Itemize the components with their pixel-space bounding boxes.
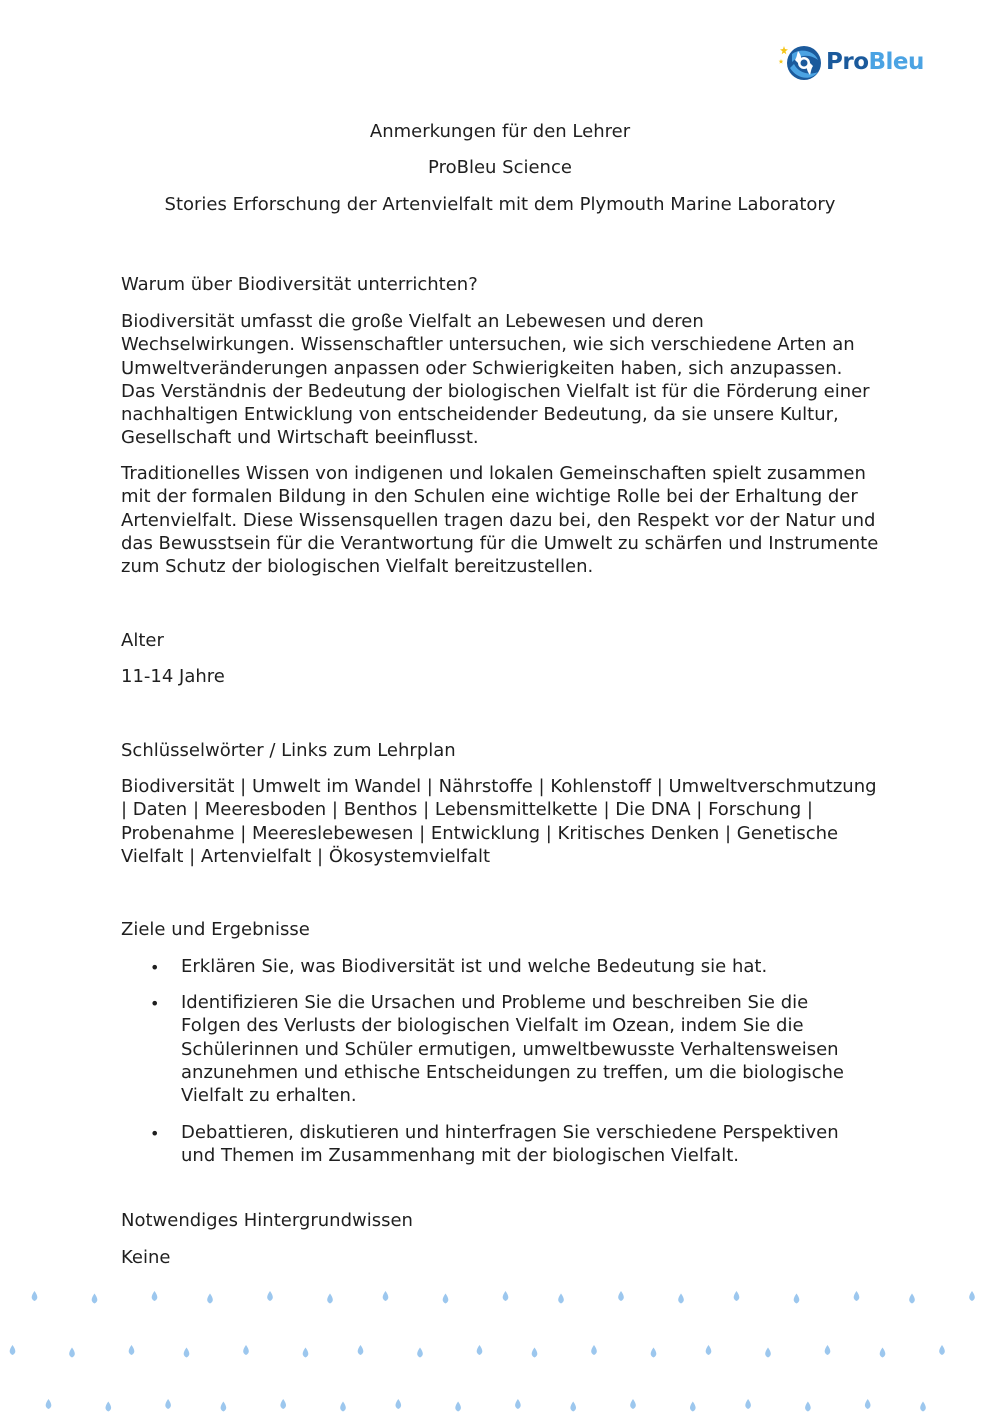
keywords-text: Biodiversität | Umwelt im Wandel | Nährstoffe | Kohlenstoff | Umweltverschmutzung | Daten | Meeresboden | Benthos | Lebensmittelkette | Die DNA | Forschung | Probenahme | Meereslebewesen | Entwicklung | Kritisches Denken | Genetische Vielfalt | Artenvielfalt | Ökosystemvielfalt [121, 776, 877, 867]
water-drop-icon [734, 1291, 740, 1301]
water-drop-icon [865, 1399, 871, 1409]
age-heading: Alter [121, 630, 164, 651]
water-drop-icon [243, 1345, 249, 1355]
water-drop-icon [880, 1348, 886, 1358]
water-drop-icon [358, 1345, 364, 1355]
water-drop-icon [765, 1348, 771, 1358]
water-drop-icon [303, 1348, 309, 1358]
water-drop-icon [184, 1348, 190, 1358]
water-drop-icon [706, 1345, 712, 1355]
water-drop-icon [280, 1399, 286, 1409]
goal-bullet: • [150, 1124, 160, 1143]
why-heading: Warum über Biodiversität unterrichten? [121, 274, 478, 295]
water-drop-icon [745, 1399, 751, 1409]
background-value: Keine [121, 1247, 171, 1268]
why-paragraph-1: Biodiversität umfasst die große Vielfalt an Lebewesen und deren Wechselwirkungen. Wissenschaftler untersuchen, wie sich verschiedene Arten an Umweltveränderungen anpassen oder Schwierigkeiten haben, sich anzupassen. Das Verständnis der Bedeutung der biologischen Vielfalt ist für die Förderung einer nachhaltigen Entwicklung von entscheidender Bedeutung, da sie unsere Kultur, Gesellschaft und Wirtschaft beeinflusst. [121, 311, 870, 449]
water-drop-icon [207, 1294, 213, 1304]
water-drop-icon [909, 1294, 915, 1304]
water-drop-icon [165, 1399, 171, 1409]
droplet-pattern [0, 1280, 1000, 1415]
water-drop-icon [532, 1348, 538, 1358]
water-drop-icon [395, 1399, 401, 1409]
water-drop-icon [618, 1291, 624, 1301]
water-drop-icon [152, 1291, 158, 1301]
water-drop-icon [477, 1345, 483, 1355]
header-line-2: ProBleu Science [428, 157, 572, 178]
water-drop-icon [221, 1402, 227, 1412]
goal-bullet: • [150, 958, 160, 977]
keywords-heading: Schlüsselwörter / Links zum Lehrplan [121, 740, 456, 761]
why-paragraph-2: Traditionelles Wissen von indigenen und lokalen Gemeinschaften spielt zusammen mit der formalen Bildung in den Schulen eine wichtige Rolle bei der Erhaltung der Artenvielfalt. Diese Wissensquellen tragen dazu bei, den Respekt vor der Natur und das Bewusstsein für die Verantwortung für die Umwelt zu schärfen und Instrumente zum Schutz der biologischen Vielfalt bereitzustellen. [121, 463, 879, 578]
water-drop-icon [383, 1291, 389, 1301]
water-drop-icon [129, 1345, 135, 1355]
water-drop-icon [32, 1291, 38, 1301]
age-value: 11-14 Jahre [121, 666, 225, 687]
water-drop-icon [678, 1294, 684, 1304]
water-drop-icon [558, 1294, 564, 1304]
water-drop-icon [794, 1294, 800, 1304]
water-drop-icon [920, 1402, 926, 1412]
water-drop-icon [651, 1348, 657, 1358]
water-drop-icon [690, 1402, 696, 1412]
water-drop-icon [969, 1291, 975, 1301]
header-line-1: Anmerkungen für den Lehrer [369, 121, 631, 142]
water-drop-icon [417, 1348, 423, 1358]
water-drop-icon [92, 1294, 98, 1304]
water-drop-icon [327, 1294, 333, 1304]
water-drop-icon [267, 1291, 273, 1301]
goals-heading: Ziele und Ergebnisse [121, 919, 310, 940]
water-drop-icon [455, 1402, 461, 1412]
probleu-logo [778, 42, 924, 82]
water-drop-icon [340, 1402, 346, 1412]
goal-bullet: • [150, 994, 160, 1013]
water-drop-icon [825, 1345, 831, 1355]
probleu-logo-text [826, 49, 924, 75]
water-drop-icon [443, 1294, 449, 1304]
water-drop-icon [105, 1402, 111, 1412]
goal-item-2: Identifizieren Sie die Ursachen und Probleme und beschreiben Sie die Folgen des Verlusts der biologischen Vielfalt im Ozean, indem Sie die Schülerinnen und Schüler ermutigen, umweltbewusste Verhaltensweisen anzunehmen und ethische Entscheidungen zu treffen, um die biologische Vielfalt zu erhalten. [181, 992, 844, 1107]
background-heading: Notwendiges Hintergrundwissen [121, 1210, 413, 1231]
probleu-logo-icon [778, 42, 822, 82]
goal-item-1: Erklären Sie, was Biodiversität ist und welche Bedeutung sie hat. [181, 956, 768, 977]
water-drop-icon [570, 1402, 576, 1412]
water-drop-icon [939, 1345, 945, 1355]
water-drop-icon [46, 1399, 52, 1409]
goal-item-3: Debattieren, diskutieren und hinterfragen Sie verschiedene Perspektiven und Themen im Zusammenhang mit der biologischen Vielfalt. [181, 1122, 839, 1167]
water-drop-icon [630, 1399, 636, 1409]
water-drop-icon [854, 1291, 860, 1301]
water-drop-icon [69, 1348, 75, 1358]
water-drop-icon [503, 1291, 509, 1301]
water-drop-icon [591, 1345, 597, 1355]
water-drop-icon [805, 1402, 811, 1412]
water-drop-icon [10, 1345, 16, 1355]
water-drop-icon [515, 1399, 521, 1409]
logo-word-pro: Pro [826, 49, 869, 75]
header-line-3: Stories Erforschung der Artenvielfalt mit dem Plymouth Marine Laboratory [164, 194, 836, 215]
logo-word-bleu: Bleu [868, 49, 924, 75]
